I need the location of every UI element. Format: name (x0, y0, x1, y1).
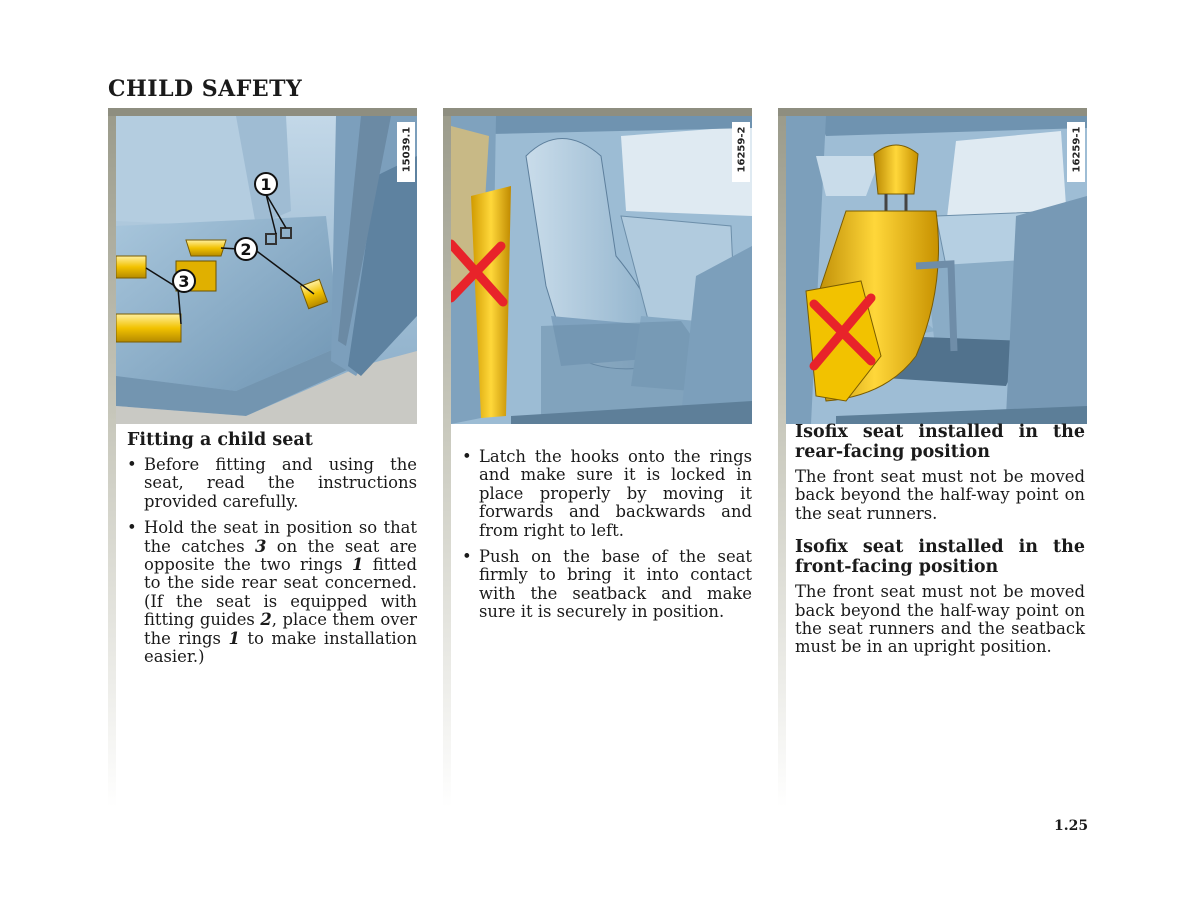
list-item: • Before fitting and using the seat, read the instructions provided carefully. (127, 455, 417, 511)
list-item: • Push on the base of the seat firmly to bring it into contact with the seatback and make sure it is securely in position. (462, 547, 752, 622)
column-rule (108, 108, 116, 808)
column2-text (462, 448, 752, 630)
instruction-list (127, 456, 417, 666)
column-top-bar (778, 108, 1087, 116)
callout-1: 1 (260, 175, 272, 194)
figure-reference-code: 15039.1 (397, 122, 415, 182)
column-rule (443, 108, 451, 808)
front-seat-child-seat-illustration (451, 116, 752, 424)
column-rule (778, 108, 786, 808)
callout-3: 3 (178, 272, 190, 291)
page-number: 1.25 (1054, 818, 1089, 834)
figure-rear-facing-seat-front (451, 116, 752, 424)
list-item: • Latch the hooks onto the rings and make sure it is locked in place properly by moving it forwards and backwards and from right to left. (462, 447, 752, 540)
column-fitting-child-seat (108, 108, 417, 808)
section-body-rear-facing: The front seat must not be moved back beyond the half-way point on the seat runners. (795, 467, 1085, 523)
column-latching (443, 108, 752, 808)
figure-reference-code: 16259-2 (732, 122, 750, 182)
page-title: CHILD SAFETY (108, 76, 303, 102)
figure-rear-seat-isofix-rings (116, 116, 417, 424)
column3-text (795, 422, 1085, 671)
figure-front-seat-isofix (786, 116, 1087, 424)
column1-text (127, 430, 417, 674)
front-seat-position-illustration (786, 116, 1087, 424)
rear-seat-illustration (116, 116, 417, 424)
callout-2: 2 (240, 240, 252, 259)
column-top-bar (108, 108, 417, 116)
section-heading-rear-facing: Isofix seat installed in the rear-facing position (795, 422, 1085, 462)
section-heading-front-facing: Isofix seat installed in the front-facing position (795, 537, 1085, 578)
column-top-bar (443, 108, 752, 116)
section-heading: Fitting a child seat (127, 430, 313, 450)
figure-reference-code: 16259-1 (1067, 122, 1085, 182)
column-isofix-positions (778, 108, 1087, 808)
section-body-front-facing: The front seat must not be moved back beyond the half-way point on the seat runners and the seatback must be in an upright position. (795, 582, 1085, 657)
list-item: • Hold the seat in position so that the catches 3 on the seat are opposite the two rings 1 fitted to the side rear seat concerned. (If the seat is equipped with fitting guides 2, place them over the rings 1 to make installation easier.) (127, 518, 418, 667)
instruction-list (462, 448, 752, 622)
